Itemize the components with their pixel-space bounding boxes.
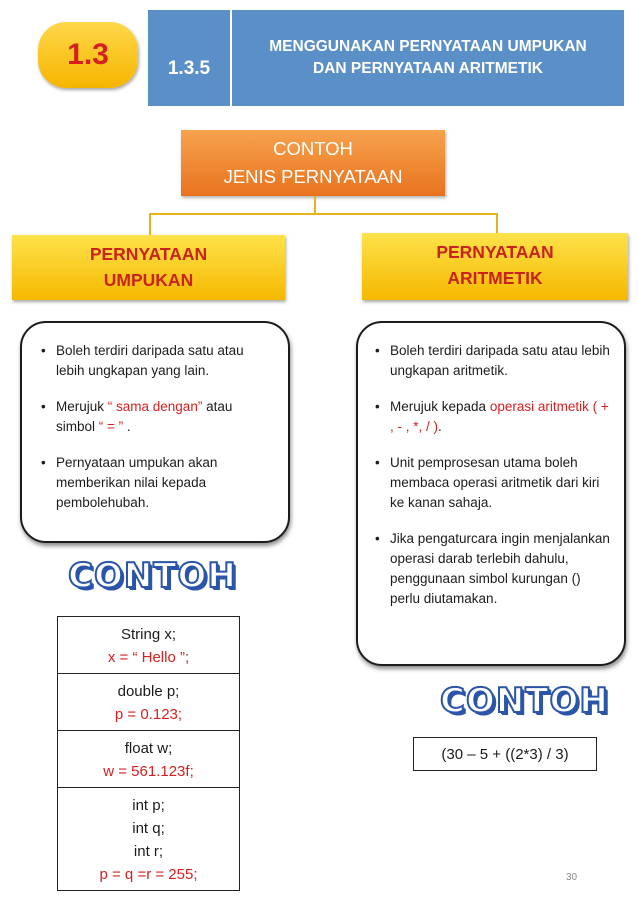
example-declaration: float w; [124,740,173,757]
example-assignment: p = 0.123; [114,706,183,723]
category-aritmetik [362,233,628,300]
example-declaration: int r; [133,843,164,860]
example-assignment: x = “ Hello ”; [107,649,190,666]
example-row [58,674,240,731]
section-title-line1: MENGGUNAKAN PERNYATAAN UMPUKAN [269,38,587,55]
page-number: 30 [566,872,578,883]
contoh-label-right: CONTOH [440,681,609,721]
concept-line2: JENIS PERNYATAAN [223,166,403,187]
example-declaration: String x; [120,626,177,643]
example-declaration: int p; [132,797,165,814]
umpukan-examples-table [57,616,240,891]
connector-stem [314,196,316,214]
example-assignment: p = q =r = 255; [99,866,198,883]
concept-box [181,130,445,196]
category-umpukan-line2: UMPUKAN [103,270,194,290]
category-aritmetik-line1: PERNYATAAN [436,242,554,262]
aritmetik-notes [356,321,626,666]
umpukan-notes [20,321,290,543]
example-row [58,731,240,788]
chapter-badge: 1.3 [38,22,138,88]
umpukan-bullet-1: • Boleh terdiri daripada satu atau lebih ungkapan yang lain. [38,341,274,381]
contoh-label-left: CONTOH [68,556,237,596]
aritmetik-bullet-4: • Jika pengaturcara ingin menjalankan operasi darab terlebih dahulu, penggunaan simbol kurungan () perlu diutamakan. [372,529,614,609]
aritmetik-bullet-3: • Unit pemprosesan utama boleh membaca operasi aritmetik dari kiri ke kanan sahaja. [372,453,614,513]
umpukan-bullet-3: • Pernyataan umpukan akan memberikan nilai kepada pembolehubah. [38,453,274,513]
example-declaration: int q; [132,820,165,837]
category-umpukan-line1: PERNYATAAN [89,244,208,264]
section-title [232,10,624,106]
aritmetik-bullet-1: • Boleh terdiri daripada satu atau lebih ungkapan aritmetik. [372,341,614,381]
aritmetik-example-expression: (30 – 5 + ((2*3) / 3) [413,737,597,771]
concept-line1: CONTOH [273,138,353,159]
umpukan-bullet-2: • Merujuk “ sama dengan” atau simbol “ = ” . [38,397,274,437]
section-title-line2: DAN PERNYATAAN ARITMETIK [313,60,543,77]
aritmetik-bullet-2: • Merujuk kepada operasi aritmetik ( + , - , *, / ). [372,397,614,437]
example-assignment: w = 561.123f; [103,763,194,780]
example-row [58,788,240,891]
section-number: 1.3.5 [148,10,230,106]
category-aritmetik-line2: ARITMETIK [447,268,543,288]
category-umpukan [12,235,285,300]
example-declaration: double p; [117,683,180,700]
example-row [58,617,240,674]
